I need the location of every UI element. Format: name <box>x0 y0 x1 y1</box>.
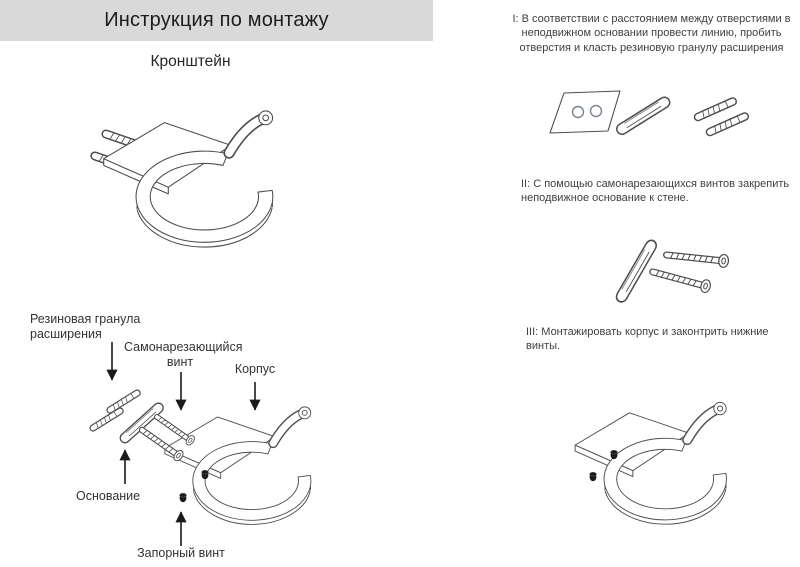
screw-icon <box>666 249 729 268</box>
screw-icon <box>154 413 196 447</box>
locking-screw-icon <box>202 470 209 479</box>
screw-icon <box>139 425 185 462</box>
base-icon <box>619 244 652 296</box>
bracket-exploded-figure <box>88 388 318 548</box>
dowel-icon <box>108 390 139 413</box>
dowel-icon <box>94 152 136 174</box>
wall-plate-icon <box>550 91 620 133</box>
label-body: Корпус <box>234 362 276 376</box>
label-self-tapping-screw: Самонарезающийся винт <box>124 340 243 370</box>
step-2-text: II: С помощью самонарезающихся винтов закрепить неподвижное основание к стене. <box>521 178 790 205</box>
base-icon <box>123 406 159 439</box>
locking-screw-icon <box>180 493 187 502</box>
bracket-body-icon <box>575 402 726 524</box>
locking-screw-icon <box>611 450 618 459</box>
product-title: Кронштейн <box>150 53 231 70</box>
bracket-body-icon <box>104 111 273 247</box>
label-base: Основание <box>76 489 141 503</box>
header-band <box>0 0 433 41</box>
step-3-figure <box>562 383 787 533</box>
dowel-icon <box>696 98 734 121</box>
step-1-figure <box>540 85 790 170</box>
label-locking-screw: Запорный винт <box>137 546 225 560</box>
screw-icon <box>651 266 711 294</box>
locking-screw-icon <box>590 472 597 481</box>
step-3-text: III: Монтажировать корпус и законтрить нижние винты. <box>526 326 769 353</box>
label-dowel: Резиновая гранула расширения <box>30 312 141 342</box>
dowel-icon <box>708 113 746 136</box>
dowel-icon <box>91 408 122 431</box>
step-2-figure <box>600 228 770 313</box>
bracket-body-icon <box>165 407 311 525</box>
base-icon <box>620 100 665 131</box>
dowel-icon <box>105 130 146 151</box>
step-1-text: I: В соответствии с расстоянием между отверстиями в неподвижном основании провести линию, пробить отверстия и класть резиновую гранулу расширения <box>512 13 791 54</box>
bracket-assembled-figure <box>90 98 290 258</box>
page-title: Инструкция по монтажу <box>104 9 329 31</box>
